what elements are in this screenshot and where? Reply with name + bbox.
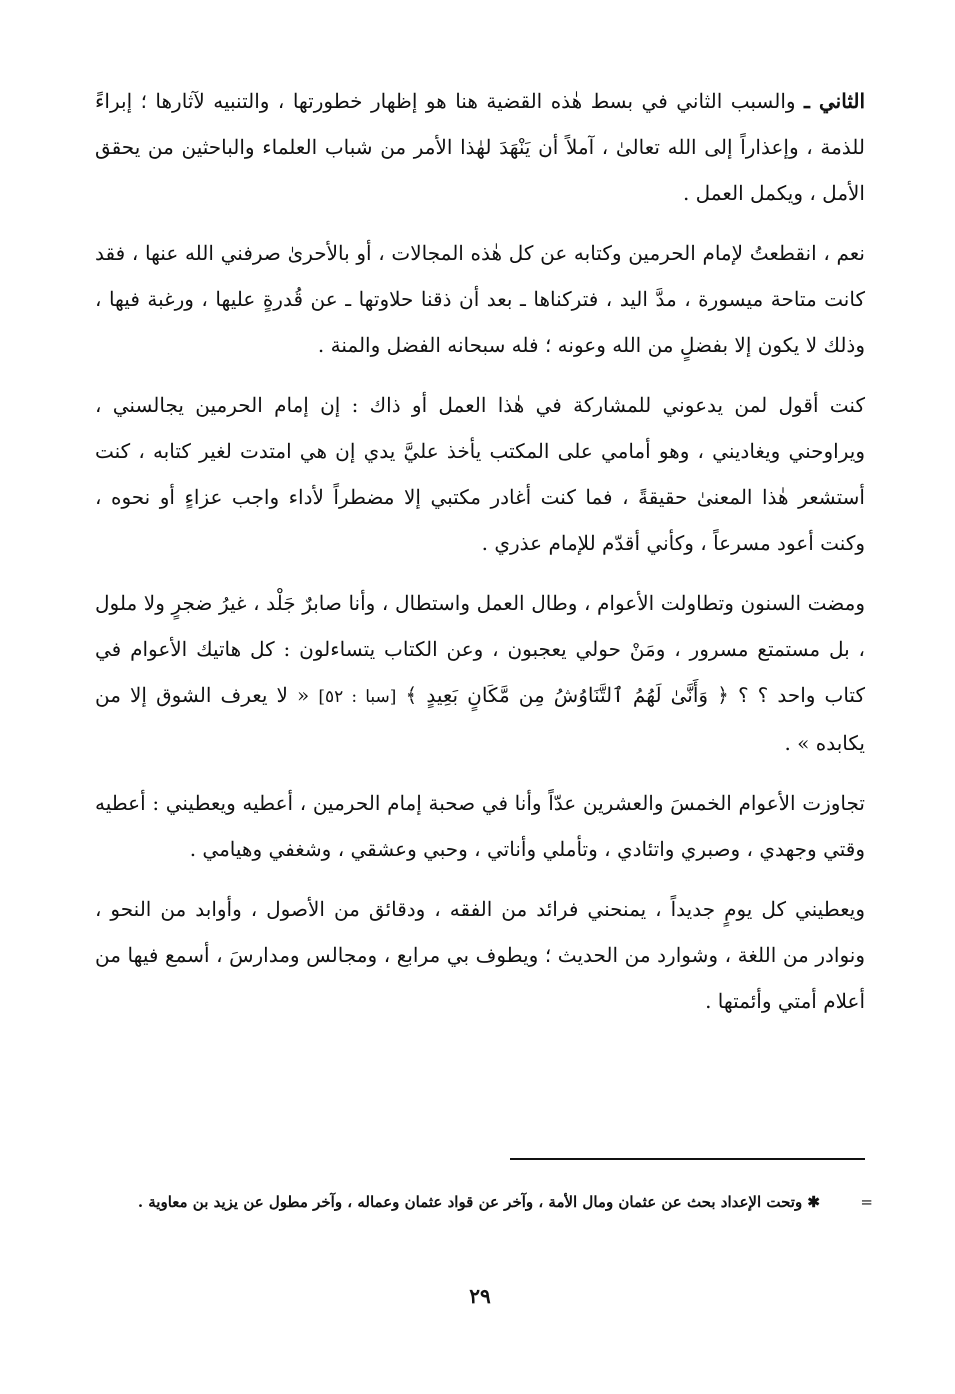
paragraph-5 bbox=[95, 780, 865, 872]
paragraph-text: كنت أقول لمن يدعوني للمشاركة في هٰذا العمل أو ذاك : إن إمام الحرمين يجالسني ، ويراوحني ويغاديني ، وهو أمامي على المكتب يأخذ عليَّ يدي إن هي امتدت لغير كتابه ، كنت أستشعر هٰذا المعنىٰ حقيقةً ، فما كنت أغادر مكتبي إلا مضطراً لأداء واجب عزاءٍ أو نحوه ، وكنت أعود مسرعاً ، وكأني أقدّم للإمام عذري . bbox=[95, 393, 865, 555]
paragraph-4 bbox=[95, 580, 865, 766]
footnote-continuation-marker: = bbox=[860, 1193, 873, 1211]
page-number: ٢٩ bbox=[469, 1284, 491, 1308]
paragraph-text: والسبب الثاني في بسط هٰذه القضية هنا هو إظهار خطورتها ، والتنبيه لآثارها ؛ إبراءً للذمة ، وإعذاراً إلى الله تعالىٰ ، آملاً أن يَنْهَدَ لهٰذا الأمر من شباب العلماء والباحثين من يحقق الأمل ، ويكمل العمل . bbox=[95, 89, 865, 205]
paragraph-6 bbox=[95, 886, 865, 1024]
paragraph-3 bbox=[95, 382, 865, 566]
paragraph-text: نعم ، انقطعتُ لإمام الحرمين وكتابه عن كل هٰذه المجالات ، أو بالأحرىٰ صرفني الله عنها ، فقد كانت متاحة ميسورة ، مدَّ اليد ، فتركناها ـ بعد أن ذقنا حلاوتها ـ عن قُدرةٍ عليها ، ورغبة فيها ، وذلك لا يكون إلا بفضلٍ من الله وعونه ؛ فله سبحانه الفضل والمنة . bbox=[95, 241, 865, 357]
book-page bbox=[95, 78, 873, 1378]
paragraph-lead: الثاني ـ bbox=[804, 89, 865, 113]
paragraph-text: ومضت السنون وتطاولت الأعوام ، وطال العمل واستطال ، وأنا صابرٌ جَلْد ، غيرُ ضجرٍ ولا ملول ، بل مستمتع مسرور ، ومَنْ حولي يعجبون ، وعن الكتاب يتساءلون : كل هاتيك الأعوام في كتاب واحد ؟ ؟ ﴿ وَأَنَّىٰ لَهُمُ ٱلتَّنَاوُشُ مِن مَّكَانٍ بَعِيدٍ ﴾ bbox=[95, 591, 865, 707]
footnote bbox=[95, 1186, 873, 1218]
paragraph-text: ويعطيني كل يومٍ جديداً ، يمنحني فرائد من الفقه ، ودقائق من الأصول ، وأوابد من النحو ، ونوادر من اللغة ، وشوارد من الحديث ؛ ويطوف بي مرابع ، ومجالس ومدارسَ ، أسمع فيها من أعلام أمتي وأئمتها . bbox=[95, 897, 866, 1013]
footnote-separator bbox=[510, 1158, 865, 1160]
paragraph-tail: « لا يعرف الشوق إلا من يكابده » . bbox=[95, 683, 865, 755]
paragraph-1 bbox=[95, 78, 865, 216]
paragraph-2 bbox=[95, 230, 865, 368]
paragraph-text: تجاوزت الأعوام الخمسَ والعشرين عدّاً وأنا في صحبة إمام الحرمين ، أعطيه ويعطيني : أعطيه وقتي وجهدي ، وصبري واتئادي ، وتأملي وأناتي ، وحبي وعشقي ، وشغفي وهيامي . bbox=[95, 791, 865, 861]
footnote-text: ✱ وتحت الإعداد بحث عن عثمان ومال الأمة ، وآخر عن قواد عثمان وعماله ، وآخر مطول عن يزيد بن معاوية . bbox=[137, 1193, 820, 1211]
quran-reference: [سبا : ٥٢] bbox=[318, 687, 397, 707]
